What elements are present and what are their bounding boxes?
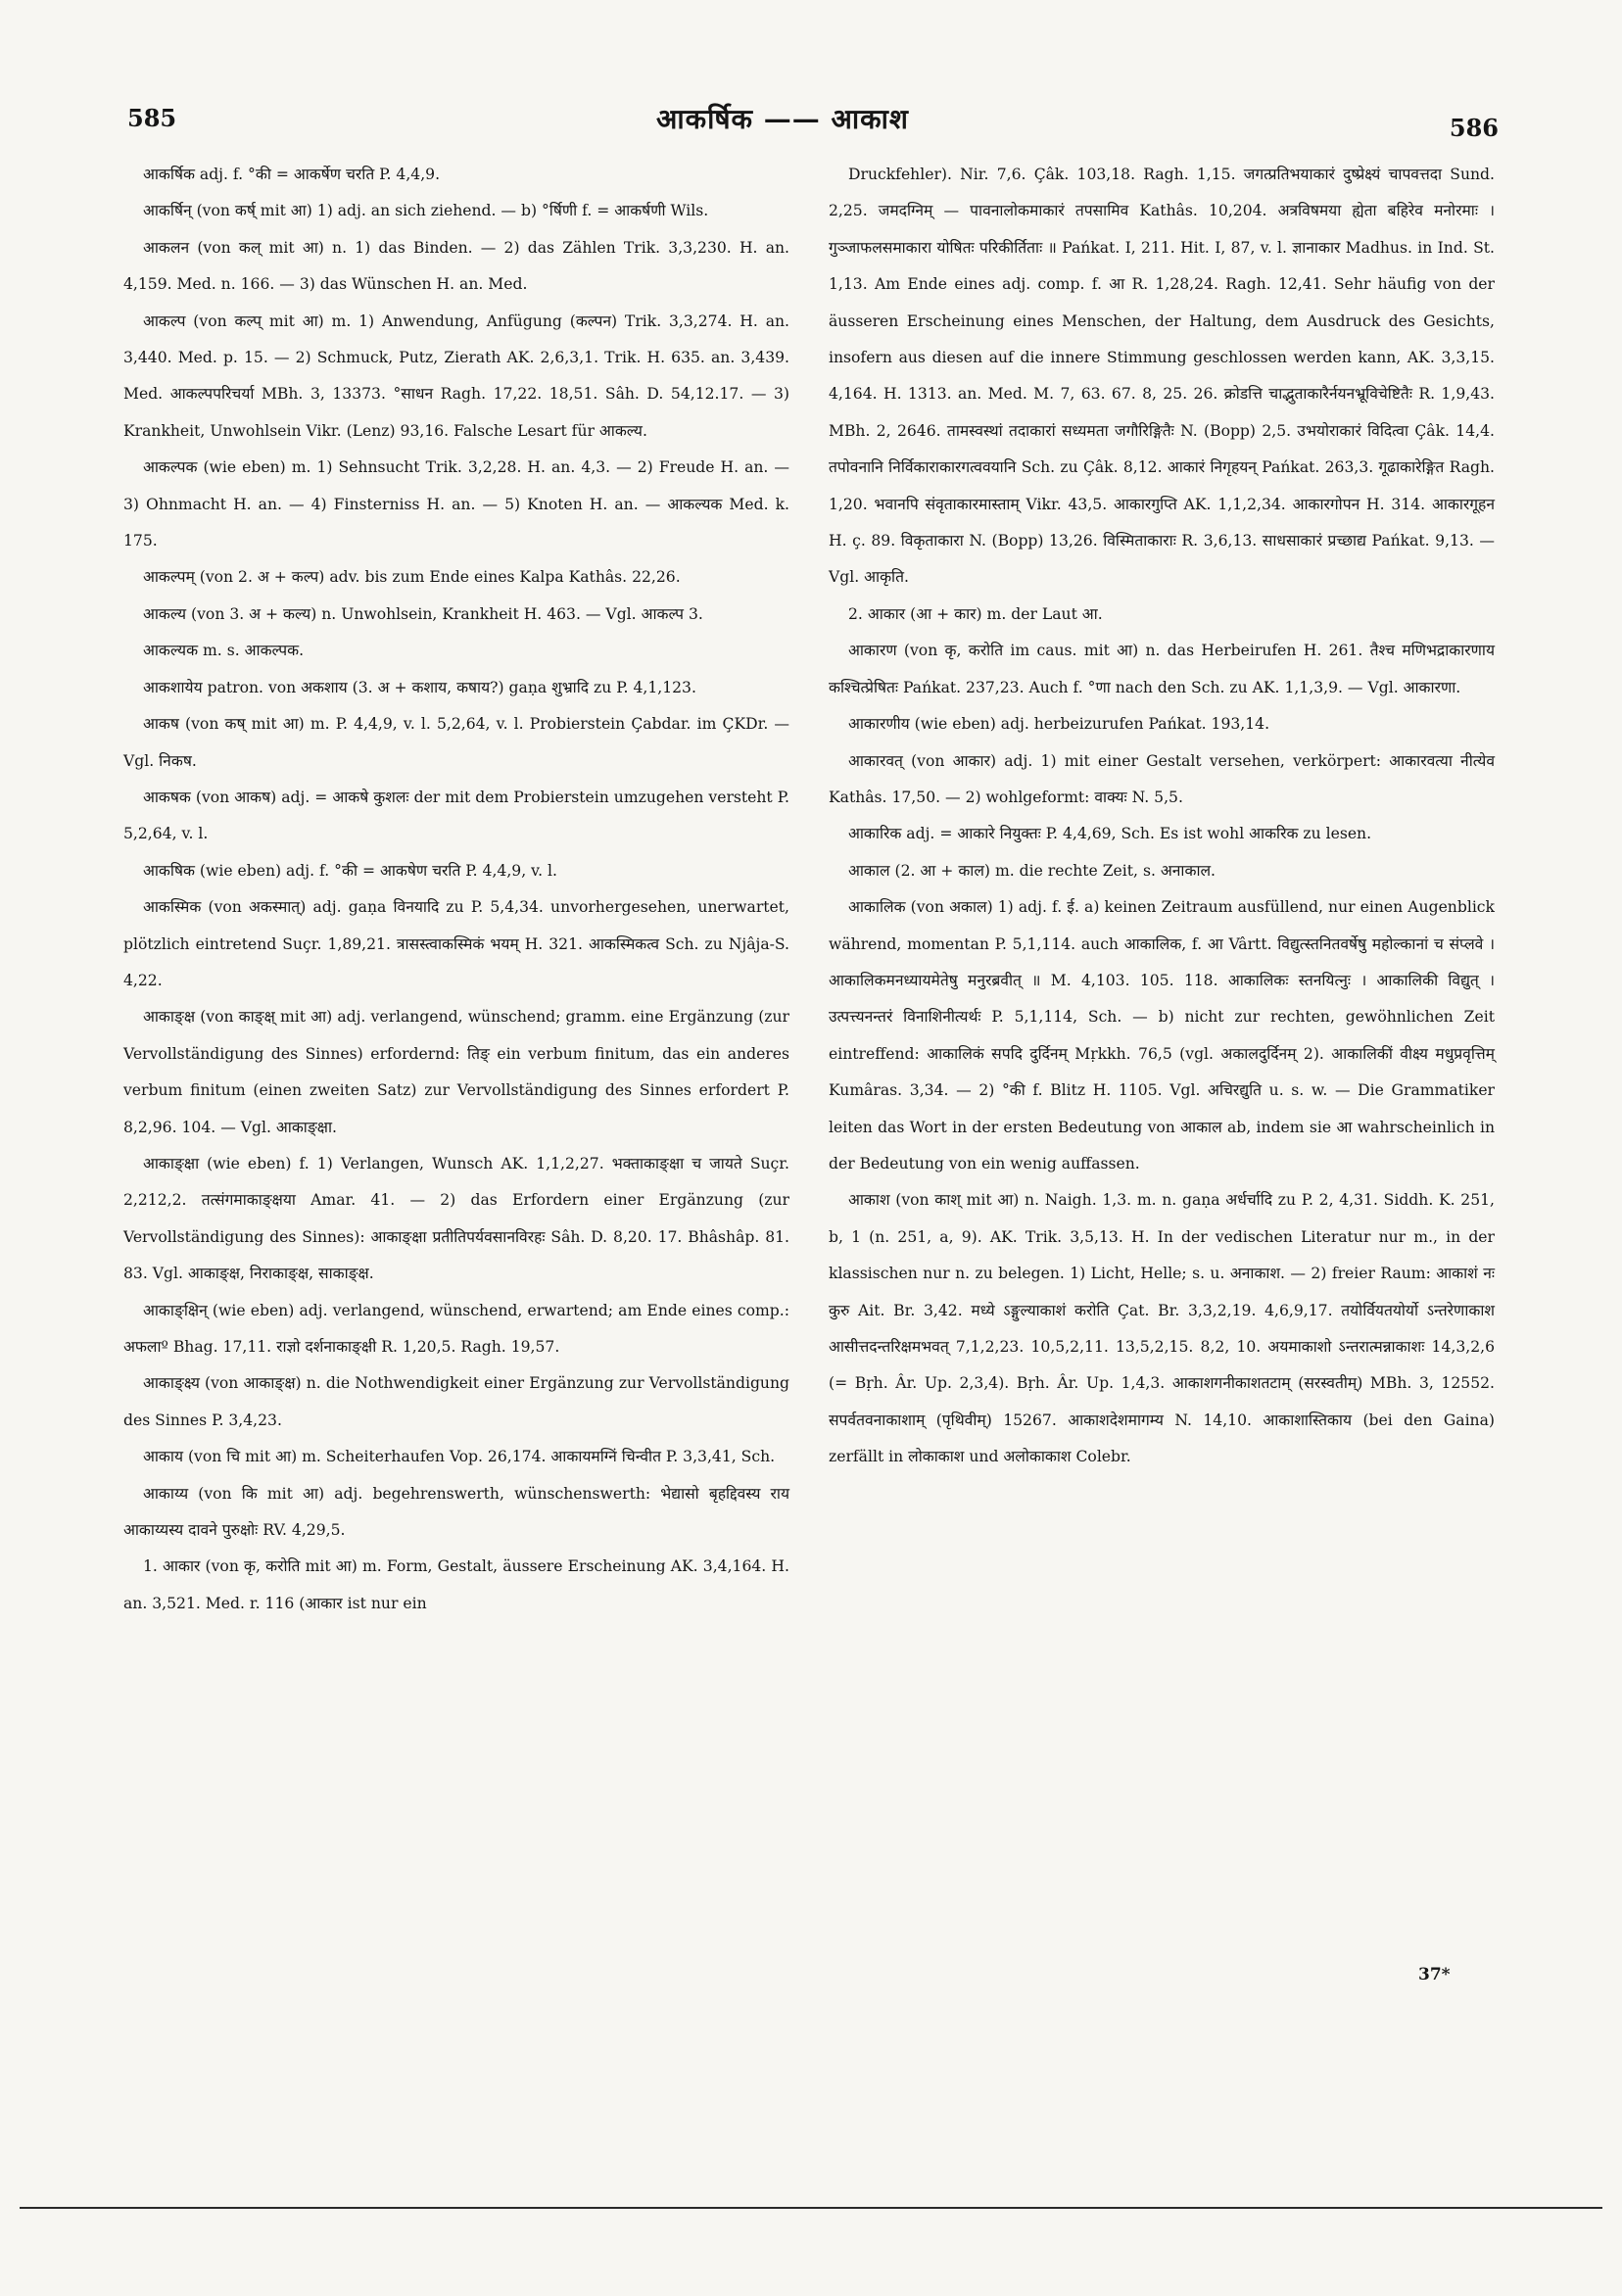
entry: आकल्पक (wie eben) m. 1) Sehnsucht Trik. 3,2,28. H. an. 4,3. — 2) Freude H. an. — 3) Ohnmacht H. an. — 4) Finsterniss H. an. — 5) Knoten H. an. — आकल्यक Med. k. 175. [123,458,789,550]
entry: आकारवत् (von आकार) adj. 1) mit einer Gestalt versehen, verkörpert: आकारवत्या नीत्येव Kathâs. 17,50. — 2) wohlgeformt: वाक्यः N. 5,5. [829,751,1495,806]
entry: आकारिक adj. = आकारे नियुक्तः P. 4,4,69, Sch. Es ist wohl आकरिक zu lesen. [848,825,1372,843]
entry: आकल्यक m. s. आकल्पक. [143,642,305,660]
running-title: आकर्षिक —— आकाश [656,103,909,135]
entry: आकाङ्क्षा (wie eben) f. 1) Verlangen, Wunsch AK. 1,1,2,27. भक्ताकाङ्क्षा च जायते Suçr. 2,212,2. तत्संगमाकाङ्क्षया Amar. 41. — 2) das Erfordern einer Ergänzung (zur Vervollständigung des Sinnes): आकाङ्क्षा प्रतीतिपर्यवसानविरहः Sâh. D. 8,20. 17. Bhâshâp. 81. 83. Vgl. आकाङ्क्ष, निराकाङ्क्ष, साकाङ्क्ष. [123,1154,789,1283]
entry: आकल्य (von 3. अ + कल्य) n. Unwohlsein, Krankheit H. 463. — Vgl. आकल्प 3. [143,604,703,623]
entry: आकाल (2. आ + काल) m. die rechte Zeit, s. अनाकाल. [848,861,1216,880]
entry: आकषिक (wie eben) adj. f. °की = आकषेण चरति P. 4,4,9, v. l. [143,861,557,880]
signature-mark: 37* [1418,1965,1451,1985]
entry: आकाङ्क्षिन् (wie eben) adj. verlangend, wünschend, erwartend; am Ende eines comp.: अफलाº Bhag. 17,11. राज्ञो दर्शनाकाङ्क्षी R. 1,20,5. Ragh. 19,57. [123,1301,789,1356]
entry: आकारण (von कृ, करोति im caus. mit आ) n. das Herbeirufen H. 261. तैश्च मणिभद्राकारणाय कश्चित्प्रेषितः Pańkat. 237,23. Auch f. °णा nach den Sch. zu AK. 1,1,3,9. — Vgl. आकारणा. [829,642,1495,696]
entry: आकर्षिक adj. f. °की = आकर्षेण चरति P. 4,4,9. [143,166,441,183]
entry: आकाय्य (von कि mit आ) adj. begehrenswerth, wünschenswerth: भेद्यासो बृहद्दिवस्य राय आकाय्यस्य दावने पुरुक्षोः RV. 4,29,5. [123,1484,789,1540]
entry: आकाश (von काश् mit आ) n. Naigh. 1,3. m. n. gaṇa अर्धर्चादि zu P. 2, 4,31. Siddh. K. 251, b, 1 (n. 251, a, 9). AK. Trik. 3,5,13. H. In der vedischen Literatur nur m., in der klassischen nur n. zu belegen. 1) Licht, Helle; s. u. अनाकाश. — 2) freier Raum: आकाशं नः कुरु Ait. Br. 3,42. मध्ये ऽङ्गुल्याकाशं करोति Çat. Br. 3,3,2,19. 4,6,9,17. तयोर्वियतयोर्यो ऽन्तरेणाकाश आसीत्तदन्तरिक्षमभवत् 7,1,2,23. 10,5,2,11. 13,5,2,15. 8,2, 10. अयमाकाशो ऽन्तरात्मन्नाकाशः 14,3,2,6 (= Bṛh. Âr. Up. 2,3,4). Bṛh. Âr. Up. 1,4,3. आकाशगनीकाशतटाम् (सरस्वतीम्) MBh. 3, 12552. सपर्वतवनाकाशाम् (पृथिवीम्) 15267. आकाशदेशमागम्य N. 14,10. आकाशास्तिकाय (bei den Gaina) zerfällt in लोकाकाश und अलोकाकाश Colebr. [829,1191,1495,1466]
right-column [829,157,1495,1476]
entry: आकाय (von चि mit आ) m. Scheiterhaufen Vop. 26,174. आकायमग्निं चिन्वीत P. 3,3,41, Sch. [143,1448,776,1466]
entry: आकशायेय patron. von अकशाय (3. अ + कशाय, कषाय?) gaṇa शुभ्रादि zu P. 4,1,123. [143,678,696,696]
entry: आकर्षिन् (von कर्ष् mit आ) 1) adj. an sich ziehend. — b) °र्षिणी f. = आकर्षणी Wils. [143,202,709,220]
page-number-right: 586 [1449,114,1499,142]
entry: आकालिक (von अकाल) 1) adj. f. ई. a) keinen Zeitraum ausfüllend, nur einen Augenblick während, momentan P. 5,1,114. auch आकालिक, f. आ Vârtt. विद्युत्स्तनितवर्षेषु महोल्कानां च संप्लवे । आकालिकमनध्यायमेतेषु मनुरब्रवीत् ॥ M. 4,103. 105. 118. आकालिकः स्तनयित्नुः । आकालिकी विद्युत् । उत्पत्त्यनन्तरं विनाशिनीत्यर्थः P. 5,1,114, Sch. — b) nicht zur rechten, gewöhnlichen Zeit eintreffend: आकालिकं सपदि दुर्दिनम् Mṛkkh. 76,5 (vgl. अकालदुर्दिनम् 2). आकालिकीं वीक्ष्य मधुप्रवृत्तिम् Kumâras. 3,34. — 2) °की f. Blitz H. 1105. Vgl. अचिरद्युति u. s. w. — Die Grammatiker leiten das Wort in der ersten Bedeutung von आकाल ab, indem sie आ wahrscheinlich in der Bedeutung von ein wenig auffassen. [829,898,1495,1172]
entry: आकाङ्क्ष (von काङ्क्ष् mit आ) adj. verlangend, wünschend; gramm. eine Ergänzung (zur Vervollständigung des Sinnes) erfordernd: तिङ् ein verbum finitum, das ein anderes verbum finitum (einen zweiten Satz) zur Vervollständigung des Sinnes erfordert P. 8,2,96. 104. — Vgl. आकाङ्क्षा. [123,1008,789,1136]
entry: आकारणीय (wie eben) adj. herbeizurufen Pańkat. 193,14. [848,715,1270,734]
entry: आकस्मिक (von अकस्मात्) adj. gaṇa विनयादि zu P. 5,4,34. unvorhergesehen, unerwartet, plötzlich eintretend Suçr. 1,89,21. त्रासस्त्वाकस्मिकं भयम् H. 321. आकस्मिकत्व Sch. zu Njâja-S. 4,22. [123,898,789,989]
entry: 2. आकार (आ + कार) m. der Laut आ. [848,604,1103,623]
page-number-left: 585 [127,104,177,132]
entry: आकल्पम् (von 2. अ + कल्प) adv. bis zum Ende eines Kalpa Kathâs. 22,26. [143,568,681,587]
entry: Druckfehler). Nir. 7,6. Çâk. 103,18. Ragh. 1,15. जगत्प्रतिभयाकारं दुष्प्रेक्ष्यं चापवत्तदा Sund. 2,25. जमदग्निम् — पावनालोकमाकारं तपसामिव Kathâs. 10,204. अत्रविषमया ह्येता बहिरेव मनोरमाः । गुञ्जाफलसमाकारा योषितः परिकीर्तिताः ॥ Pańkat. I, 211. Hit. I, 87, v. l. ज्ञानाकार Madhus. in Ind. St. 1,13. Am Ende eines adj. comp. f. आ R. 1,28,24. Ragh. 12,41. Sehr häufig von der äusseren Erscheinung eines Menschen, der Haltung, dem Ausdruck des Gesichts, insofern aus diesen auf die innere Stimmung geschlossen werden kann, AK. 3,3,15. 4,164. H. 1313. an. Med. M. 7, 63. 67. 8, 25. 26. क्रोडत्ति चाद्भुताकारैर्नयनभ्रूविचेष्टितैः R. 1,9,43. MBh. 2, 2646. तामस्वस्थां तदाकारां सध्यमता जगौरिङ्गितैः N. (Bopp) 2,5. उभयोराकारं विदित्वा Çâk. 14,4. तपोवनानि निर्विकाराकारगत्ववयानि Sch. zu Çâk. 8,12. आकारं निगृहयन् Pańkat. 263,3. गूढाकारेङ्गित Ragh. 1,20. भवानपि संवृताकारमास्ताम् Vikr. 43,5. आकारगुप्ति AK. 1,1,2,34. आकारगोपन H. 314. आकारगूहन H. ç. 89. विकृताकारा N. (Bopp) 13,26. विस्मिताकाराः R. 3,6,13. साधसाकारं प्रच्छाद्य Pańkat. 9,13. — Vgl. आकृति. [829,166,1495,587]
left-column [123,157,789,1622]
entry: आकल्प (von कल्प् mit आ) m. 1) Anwendung, Anfügung (कल्पन) Trik. 3,3,274. H. an. 3,440. Med. p. 15. — 2) Schmuck, Putz, Zierath AK. 2,6,3,1. Trik. H. 635. an. 3,439. Med. आकल्पपरिचर्या MBh. 3, 13373. °साधन Ragh. 17,22. 18,51. Sâh. D. 54,12.17. — 3) Krankheit, Unwohlsein Vikr. (Lenz) 93,16. Falsche Lesart für आकल्य. [123,311,789,440]
bottom-rule [20,2207,1602,2209]
page-header [127,94,1499,143]
entry: आकलन (von कल् mit आ) n. 1) das Binden. — 2) das Zählen Trik. 3,3,230. H. an. 4,159. Med. n. 166. — 3) das Wünschen H. an. Med. [123,238,789,294]
entry: आकाङ्क्ष्य (von आकाङ्क्ष) n. die Nothwendigkeit einer Ergänzung zur Vervollständigung des Sinnes P. 3,4,23. [123,1374,789,1429]
entry: 1. आकार (von कृ, करोति mit आ) m. Form, Gestalt, äussere Erscheinung AK. 3,4,164. H. an. 3,521. Med. r. 116 (आकार ist nur ein [123,1557,789,1612]
entry: आकषक (von आकष) adj. = आकषे कुशलः der mit dem Probierstein umzugehen versteht P. 5,2,64, v. l. [123,788,789,843]
entry: आकष (von कष् mit आ) m. P. 4,4,9, v. l. 5,2,64, v. l. Probierstein Çabdar. im ÇKDr. — Vgl. निकष. [123,715,789,770]
